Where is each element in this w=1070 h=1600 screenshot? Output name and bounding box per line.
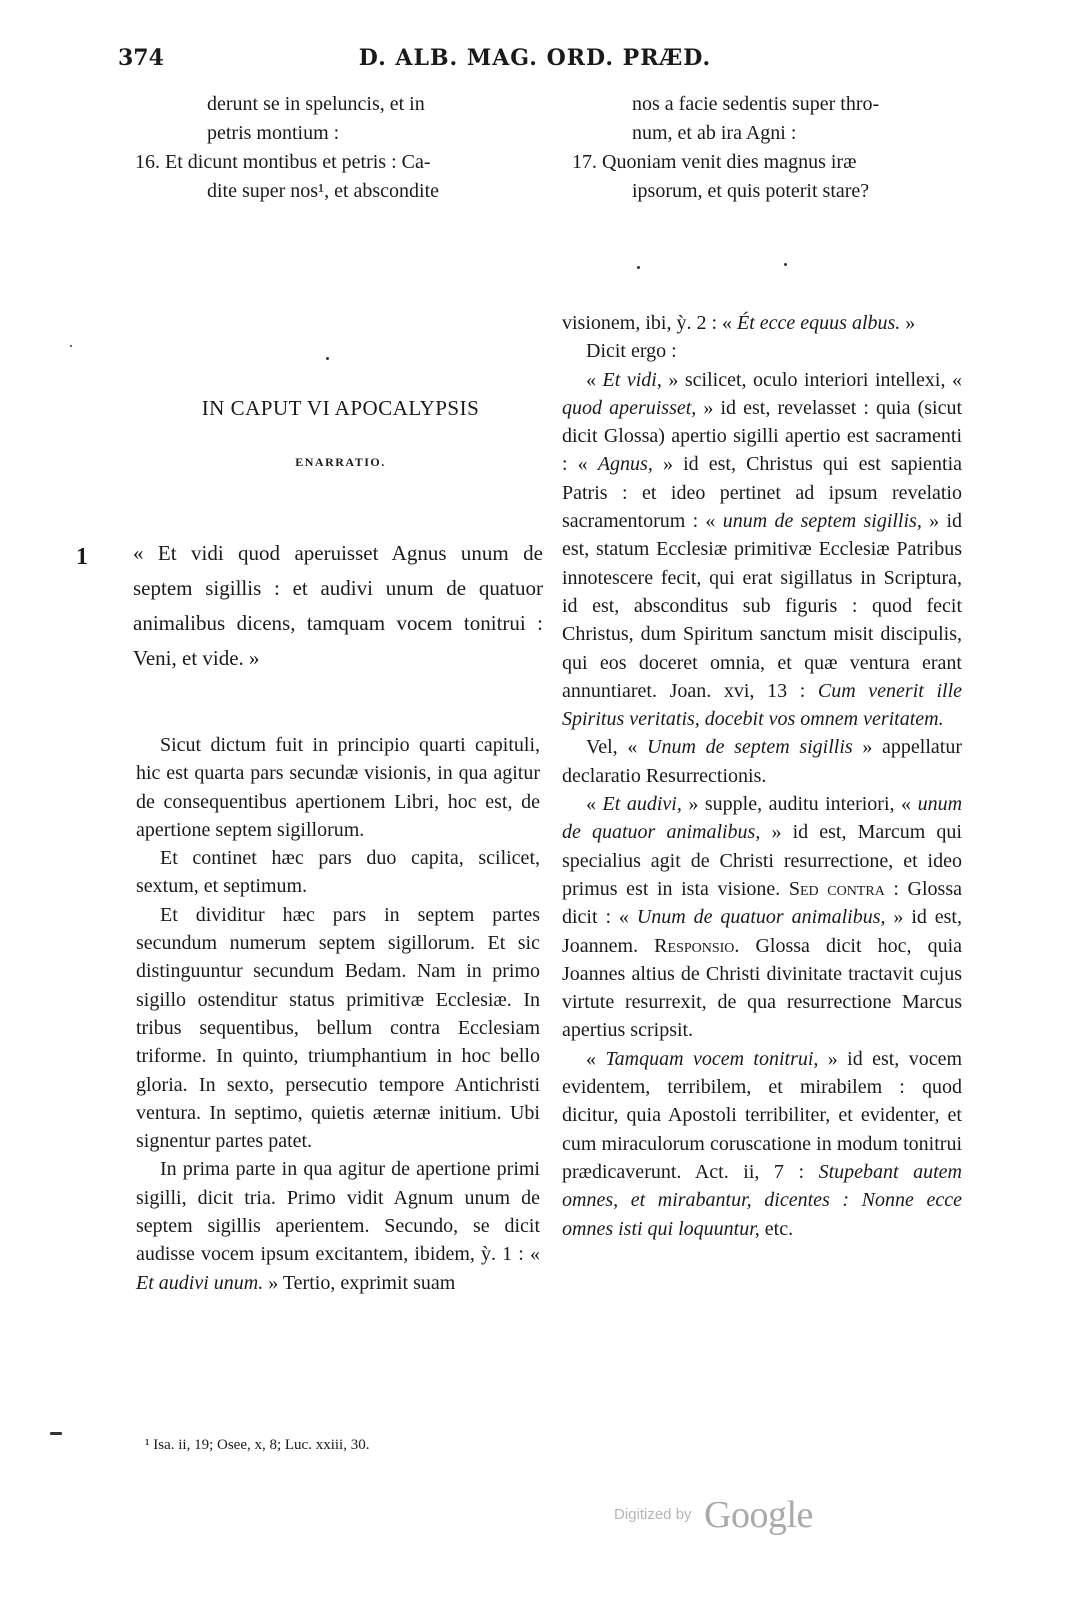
text-run: » id est, Marcum qui specialius agit de Christi resurrectione, et ideo primus est in ista visione. [562,821,962,900]
running-header: D. ALB. MAG. ORD. PRÆD. [358,45,712,71]
paragraph [136,1155,540,1296]
text-run: « [586,1047,606,1070]
text-run: » id est, revelasset : quia (sicut dicit Glossa) apertio sigilli apertio est sacramenti : « [562,396,962,476]
text-run: Glossa dicit hoc, quia Joannes altius de Christi divinitate tractavit cujus virtute resurrexit, de qua resurrectione Marcus apertius scripsit. [562,934,962,1042]
lemma-quote: « Et vidi quod aperuisset Agnus unum de septem sigillis : et audivi unum de quatuor animalibus dicens, tamquam vocem tonitrui : Veni, et vide. » [133,541,543,670]
section-title: IN CAPUT VI APOCALYPSIS [201,396,480,420]
verse-line: num, et ab ira Agni : [632,122,797,144]
verse-number: 17. [572,151,597,173]
italic-run: Tamquam vocem tonitrui, [605,1047,819,1070]
digitized-by-label: Digitized by [614,1506,692,1523]
text-run: etc. [759,1217,794,1240]
section-subtitle: ENARRATIO. [295,455,386,469]
verse-line: dite super nos¹, et abscondite [207,180,440,202]
italic-run: unum de quatuor animalibus, [562,793,963,844]
text-run: « [586,368,603,391]
italic-run: Et audivi, [602,793,682,816]
smallcaps-run: Sed contra [788,877,885,900]
italic-run: Agnus, [597,453,653,476]
verse-number: 16. [135,151,160,173]
verse-line: nos a facie sedentis super thro- [632,93,880,115]
text-run: » id est, Joannem. [562,906,962,957]
italic-run: unum de septem sigillis, [722,510,922,533]
italic-run: Unum de septem sigillis [647,736,853,759]
verse-line: Quoniam venit dies magnus iræ [602,151,857,173]
verses-right [560,90,970,206]
text-run: » supple, auditu interiori, « [681,793,918,816]
verse-line: Et dicunt montibus et petris : Ca- [165,151,431,173]
paragraph: Et dividitur hæc pars in septem partes secundum numerum septem sigillorum. Et sic distinguuntur secundum Bedam. Nam in primo sigillo ostenditur status primitivæ Ecclesiæ. In tribus sequentibus, bellum contra Ecclesiam triforme. In quinto, triumphantium in hoc bello gloria. In sexto, persecutio tempore Antichristi ventura. In septimo, quietis æternæ initium. Ubi signentur partes patet. [136,903,540,1153]
margin-marker: 1 [76,544,88,570]
text-run: » scilicet, oculo interiori intellexi, « [661,368,963,391]
scan-speck [70,345,72,347]
verses-left [135,90,545,206]
text-run: » id est, vocem evidentem, terribilem, et mirabilem : quod dicitur, quia Apostoli terribiliter, et evidenter, et cum miraculorum coruscatione in modum tonitrui prædicaverunt. Act. ii, 7 : [562,1047,962,1183]
paragraph [562,1045,962,1243]
page-number: 374 [118,45,164,71]
text-run: : Glossa dicit : « [562,877,963,929]
text-run: visionem, ibi, ỳ. 2 : « [562,312,737,334]
paragraph: Dicit ergo : [586,340,677,363]
italic-run: Et audivi unum. [136,1271,264,1294]
paragraph [562,733,962,790]
smallcaps-run: Responsio. [654,934,740,957]
paragraph [562,366,962,734]
text-run: » id est, statum Ecclesiæ primitivæ Ecclesiæ Patribus innotescere fecit, qui erat sigillatus in Scriptura, id est, absconditus sub figuris : quod fecit Christus, dum Spiritum sanctum misit discipulis, qui eos doceret omnia, et quæ ventura erant annuntiaret. Joan. xvi, 13 : [562,510,962,702]
scan-speck [637,266,640,269]
text-run: » id est, Christus qui est sapientia Patris : et ideo pertinet ad ipsum revelatio sacramentorum : « [562,453,962,533]
italic-run: Unum de quatuor animalibus, [636,906,886,929]
italic-run: Cum venerit ille Spiritus veritatis, docebit vos omnem veritatem. [562,679,963,731]
scan-speck [784,263,787,266]
verse-line: ipsorum, et quis poterit stare? [632,180,870,202]
italic-run: Et vidi, [602,368,662,391]
text-run: « [586,793,603,816]
text-run: » [900,312,916,334]
text-run: In prima parte in qua agitur de apertione primi sigilli, dicit tria. Primo vidit Agnum unum de septem sigillis aperientem. Secundo, se dicit audisse vocem ipsum excitantem, ibidem, ỳ. 1 : « [136,1158,540,1266]
paragraph [562,309,962,337]
scan-speck [326,357,329,360]
verse-line: derunt se in speluncis, et in [207,93,425,115]
verse-line: petris montium : [207,122,340,144]
italic-run: Ét ecce equus albus. [737,312,901,334]
paragraph: Et continet hæc pars duo capita, scilicet, sextum, et septimum. [136,847,540,898]
text-run: » appellatur declaratio Resurrectionis. [562,736,962,787]
italic-run: quod aperuisset, [562,396,697,419]
footnote: ¹ Isa. ii, 19; Osee, x, 8; Luc. xxiii, 30. [145,1437,370,1453]
right-column [562,309,962,1243]
text-run: » Tertio, exprimit suam [263,1271,456,1294]
paragraph [562,790,962,1045]
paragraph: Sicut dictum fuit in principio quarti capituli, hic est quarta pars secundæ visionis, in qua agitur de consequentibus apertionem Libri, hoc est, de apertione septem sigillorum. [136,734,540,841]
text-run: Vel, « [586,736,648,759]
google-logo: Google [704,1494,813,1536]
scan-speck [50,1432,62,1435]
italic-run: Stupebant autem omnes, et mirabantur, dicentes : Nonne ecce omnes isti qui loquuntur, [562,1160,962,1240]
left-column [136,731,540,1297]
